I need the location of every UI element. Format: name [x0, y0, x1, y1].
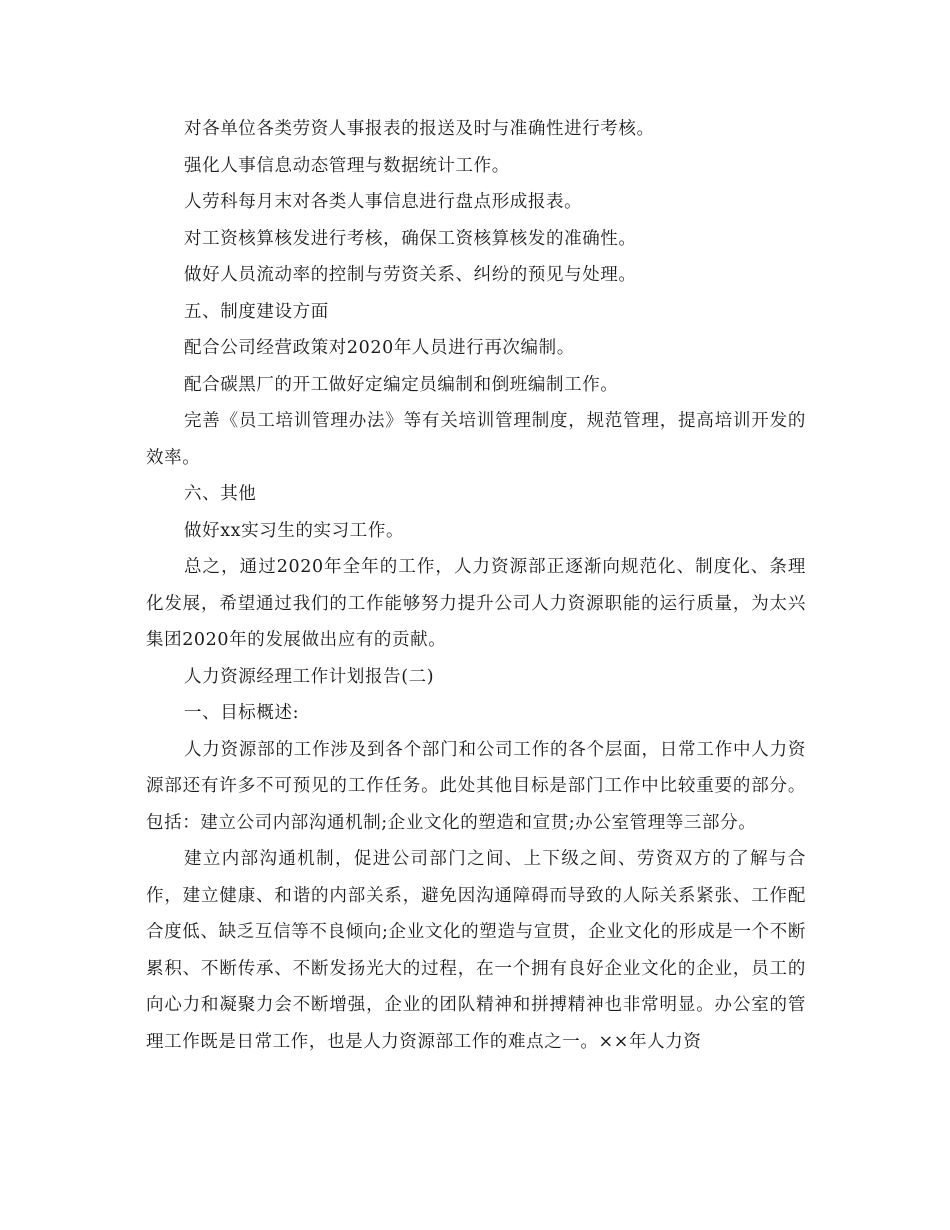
section-heading-goal-overview: 一、目标概述:: [184, 703, 300, 723]
document-body: [146, 111, 806, 1060]
paragraph-report-review: 对各单位各类劳资人事报表的报送及时与准确性进行考核。: [184, 119, 655, 139]
paragraph-training-rules: 完善《员工培训管理办法》等有关培训管理制度，规范管理，提高培训开发的效率。: [146, 411, 806, 468]
paragraph-summary: 总之，通过2020年全年的工作，人力资源部正逐渐向规范化、制度化、条理化发展，希望通过我们的工作能够努力提升公司人力资源职能的运行质量，为太兴集团2020年的发展做出应有的贡献。: [146, 557, 806, 650]
report-title-two: 人力资源经理工作计划报告(二): [184, 666, 435, 687]
section-heading-other: 六、其他: [184, 484, 257, 504]
paragraph-communication-mechanism: 建立内部沟通机制，促进公司部门之间、上下级之间、劳资双方的了解与合作，建立健康、和谐的内部关系，避免因沟通障碍而导致的人际关系紧张、工作配合度低、缺乏互信等不良倾向;企业文化的塑造与宣贯，企业文化的形成是一个不断累积、不断传承、不断发扬光大的过程，在一个拥有良好企业文化的企业，员工的向心力和凝聚力会不断增强，企业的团队精神和拼搏精神也非常明显。办公室的管理工作既是日常工作，也是人力资源部工作的难点之一。××年人力资: [146, 849, 806, 1052]
paragraph-info-management: 强化人事信息动态管理与数据统计工作。: [184, 155, 510, 176]
paragraph-goal-overview: 人力资源部的工作涉及到各个部门和公司工作的各个层面，日常工作中人力资源部还有许多不可预见的工作任务。此处其他目标是部门工作中比较重要的部分。包括：建立公司内部沟通机制;企业文化的塑造和宣贯;办公室管理等三部分。: [146, 739, 806, 833]
paragraph-turnover-control: 做好人员流动率的控制与劳资关系、纠纷的预见与处理。: [184, 265, 637, 285]
paragraph-payroll-review: 对工资核算核发进行考核，确保工资核算核发的准确性。: [184, 228, 637, 249]
paragraph-staffing-plan: 配合公司经营政策对2020年人员进行再次编制。: [184, 338, 575, 358]
paragraph-carbon-black-plant: 配合碳黑厂的开工做好定编定员编制和倒班编制工作。: [184, 374, 619, 395]
paragraph-monthly-inventory: 人劳科每月末对各类人事信息进行盘点形成报表。: [184, 192, 583, 212]
section-heading-system-building: 五、制度建设方面: [184, 301, 329, 322]
paragraph-interns: 做好xx实习生的实习工作。: [184, 520, 405, 541]
